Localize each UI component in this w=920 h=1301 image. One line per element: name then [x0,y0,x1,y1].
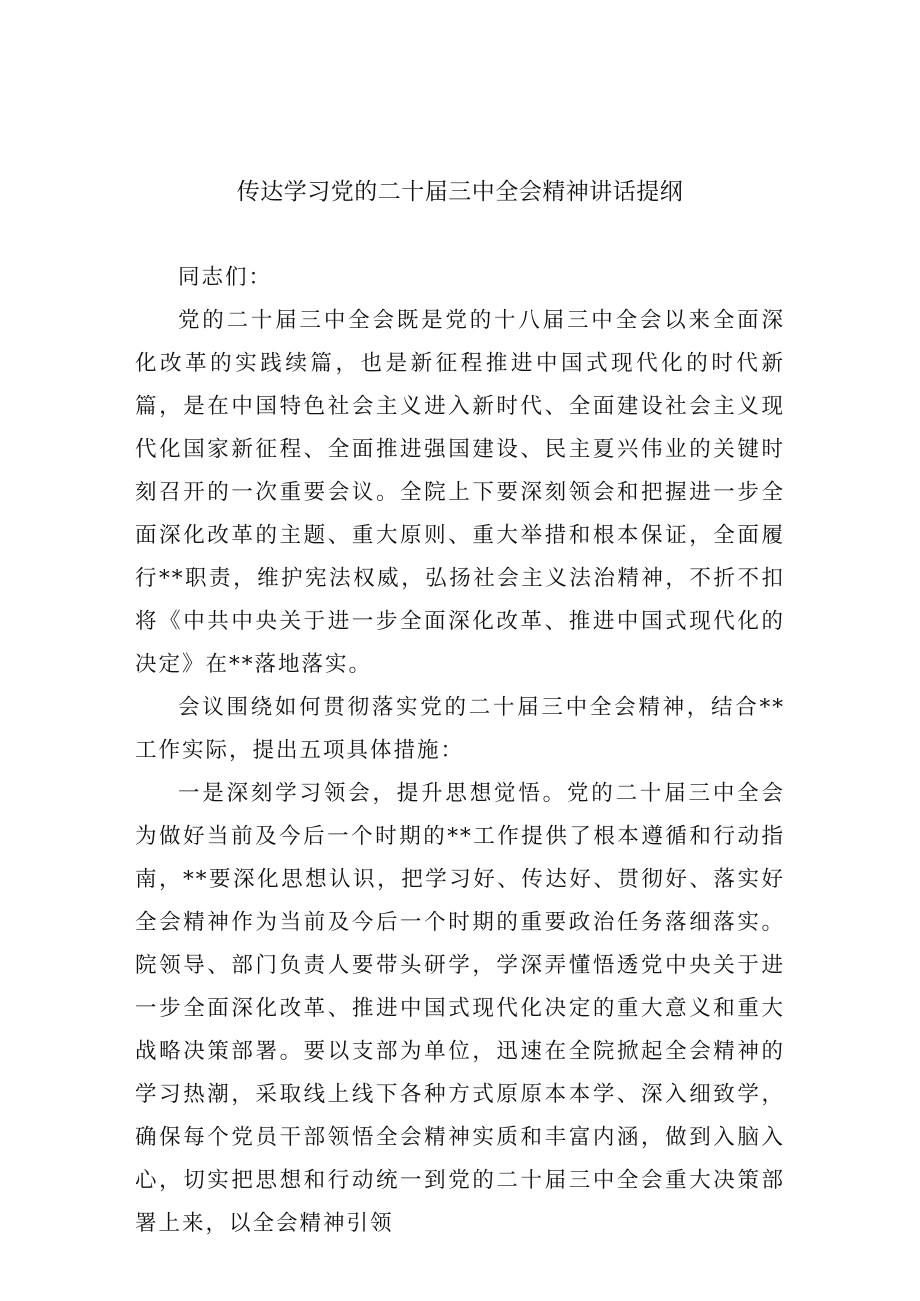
paragraph-2: 会议围绕如何贯彻落实党的二十届三中全会精神，结合**工作实际，提出五项具体措施： [135,695,785,763]
document-title: 传达学习党的二十届三中全会精神讲话提纲 [236,179,684,205]
salutation: 同志们： [178,265,273,290]
document-body [135,256,785,1245]
paragraph-1: 党的二十届三中全会既是党的十八届三中全会以来全面深化改革的实践续篇，也是新征程推进中国式现代化的时代新篇，是在中国特色社会主义进入新时代、全面建设社会主义现代化国家新征程、全面推进强国建设、民主夏兴伟业的关键时刻召开的一次重要会议。全院上下要深刻领会和把握进一步全面深化改革的主题、重大原则、重大举措和根本保证，全面履行**职责，维护宪法权威，弘扬社会主义法治精神，不折不扣将《中共中央关于进一步全面深化改革、推进中国式现代化的决定》在**落地落实。 [135,308,785,677]
paragraph-3: 一是深刻学习领会，提升思想觉悟。党的二十届三中全会为做好当前及今后一个时期的**工作提供了根本遵循和行动指南，**要深化思想认识，把学习好、传达好、贯彻好、落实好全会精神作为当前及今后一个时期的重要政治任务落细落实。院领导、部门负责人要带头研学，学深弄懂悟透党中央关于进一步全面深化改革、推进中国式现代化决定的重大意义和重大战略决策部署。要以支部为单位，迅速在全院掀起全会精神的学习热潮，采取线上线下各种方式原原本本学、深入细致学，确保每个党员干部领悟全会精神实质和丰富内涵，做到入脑入心，切实把思想和行动统一到党的二十届三中全会重大决策部署上来，以全会精神引领 [135,781,785,1236]
